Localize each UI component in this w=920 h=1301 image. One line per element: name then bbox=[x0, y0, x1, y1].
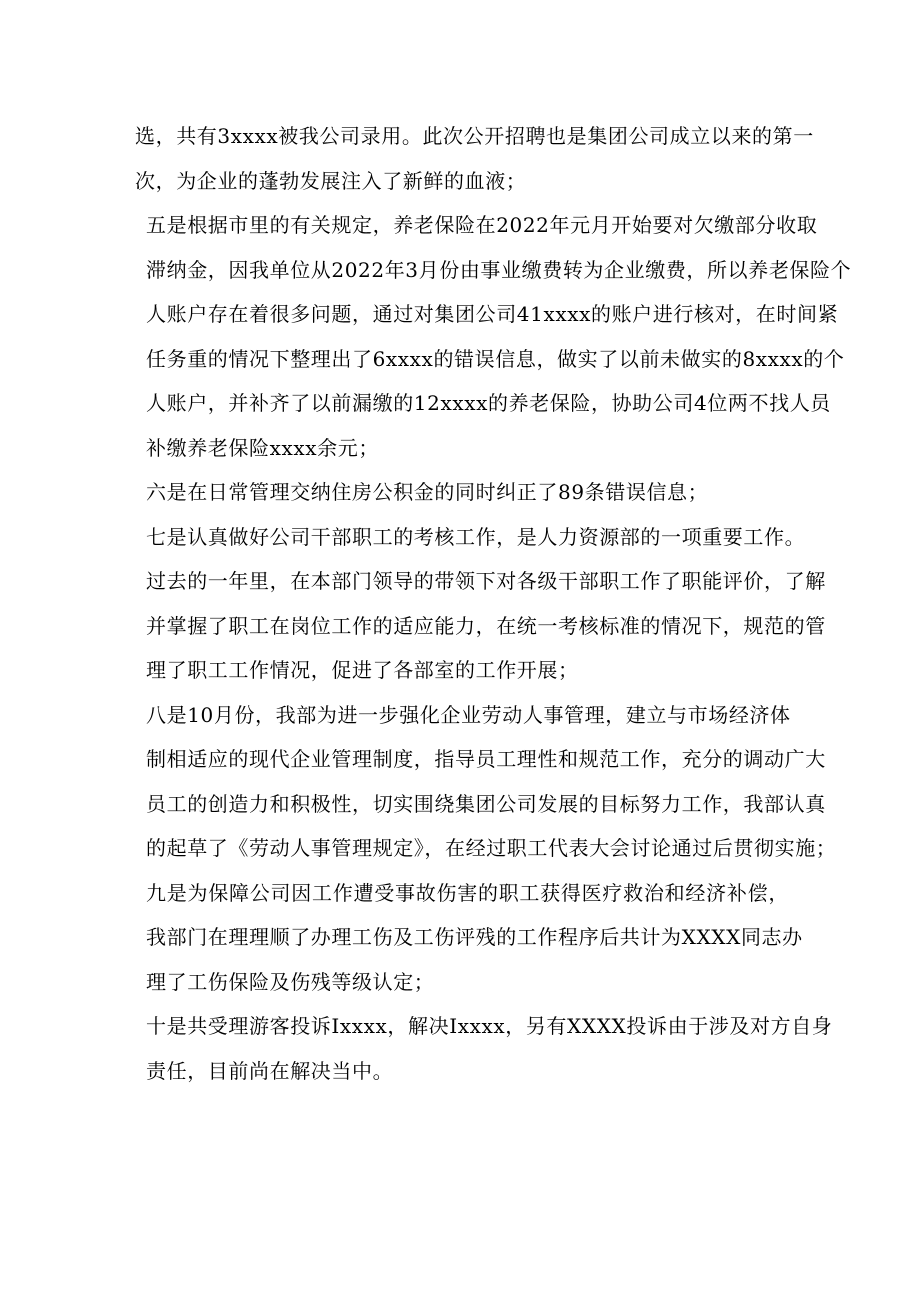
text-line: 并掌握了职工在岗位工作的适应能力，在统一考核标准的情况下，规范的管 bbox=[146, 613, 826, 638]
text-line: 次，为企业的蓬勃发展注入了新鲜的血液； bbox=[135, 168, 527, 193]
text-line: 制相适应的现代企业管理制度，指导员工理性和规范工作，充分的调动广大 bbox=[146, 747, 826, 771]
text-line: 六是在日常管理交纳住房公积金的同时纠正了89条错误信息； bbox=[146, 480, 709, 504]
document-body bbox=[135, 114, 852, 1093]
text-line: 人账户，并补齐了以前漏缴的12xxxx的养老保险，协助公司4位两不找人员 bbox=[146, 391, 831, 415]
text-line: 选，共有3xxxx被我公司录用。此次公开招聘也是集团公司成立以来的第一 bbox=[135, 124, 814, 148]
text-line: 十是共受理游客投诉Ixxxx，解决Ixxxx，另有XXXX投诉由于涉及对方自身 bbox=[146, 1014, 833, 1038]
text-line: 九是为保障公司因工作遭受事故伤害的职工获得医疗救治和经济补偿， bbox=[146, 880, 789, 905]
text-line: 七是认真做好公司干部职工的考核工作，是人力资源部的一项重要工作。 bbox=[146, 524, 806, 549]
paragraph-item-5 bbox=[135, 203, 852, 470]
text-line: 员工的创造力和积极性，切实围绕集团公司发展的目标努力工作，我部认真 bbox=[146, 791, 826, 816]
text-line: 补缴养老保险xxxx余元； bbox=[146, 435, 379, 460]
text-line: 任务重的情况下整理出了6xxxx的错误信息，做实了以前未做实的8xxxx的个 bbox=[146, 346, 845, 371]
paragraph-item-6 bbox=[135, 470, 789, 515]
paragraph-item-9 bbox=[135, 871, 803, 1005]
paragraph-item-8 bbox=[135, 693, 837, 871]
paragraph-item-10 bbox=[135, 1004, 833, 1093]
paragraph-item-7 bbox=[135, 515, 826, 693]
text-line: 滞纳金，因我单位从2022年3月份由事业缴费转为企业缴费，所以养老保险个 bbox=[146, 257, 852, 282]
text-line: 过去的一年里，在本部门领导的带领下对各级干部职工作了职能评价，了解 bbox=[146, 569, 826, 593]
text-line: 理了工伤保险及伤残等级认定； bbox=[146, 969, 435, 994]
paragraph-continuation bbox=[135, 114, 814, 203]
text-line: 的起草了《劳动人事管理规定》，在经过职工代表大会讨论通过后贯彻实施； bbox=[146, 836, 837, 860]
text-line: 人账户存在着很多问题，通过对集团公司41xxxx的账户进行核对，在时间紧 bbox=[146, 302, 839, 326]
text-line: 我部门在理理顺了办理工伤及工伤评残的工作程序后共计为XXXX同志办 bbox=[146, 925, 803, 949]
text-line: 理了职工工作情况，促进了各部室的工作开展； bbox=[146, 658, 579, 682]
text-line: 责任，目前尚在解决当中。 bbox=[146, 1058, 394, 1083]
text-line: 五是根据市里的有关规定，养老保险在2022年元月开始要对欠缴部分收取 bbox=[146, 213, 818, 237]
text-line: 八是10月份，我部为进一步强化企业劳动人事管理，建立与市场经济体 bbox=[146, 702, 791, 727]
